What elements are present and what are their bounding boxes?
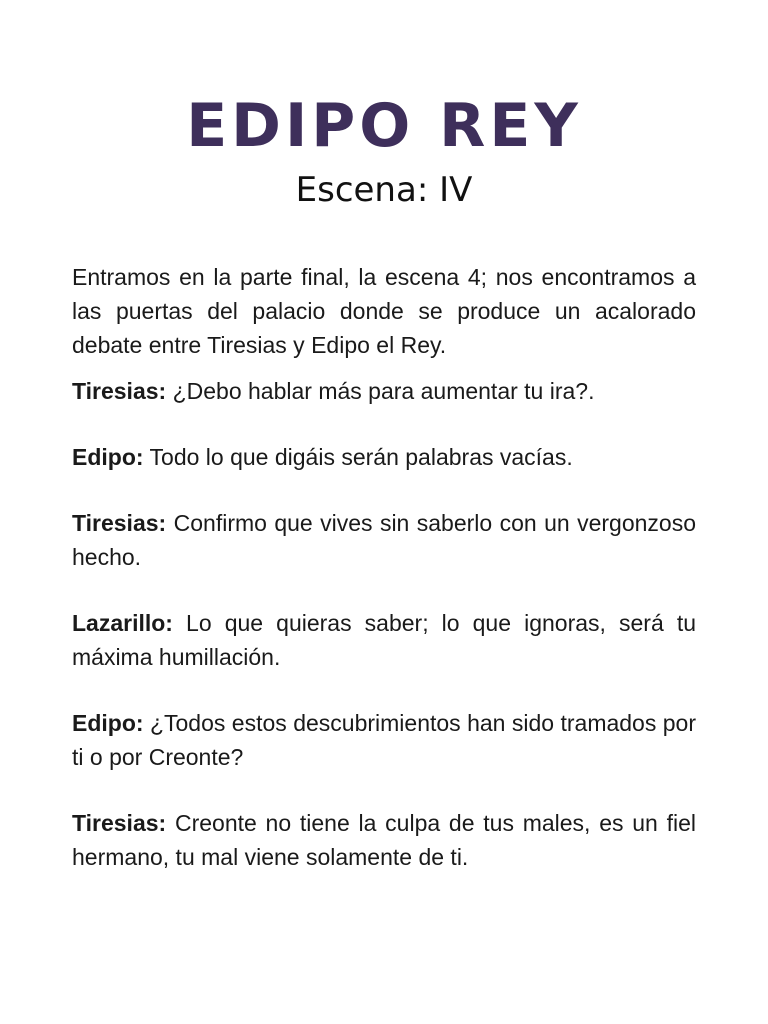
dialogue-line xyxy=(72,606,696,674)
dialogue-line xyxy=(72,806,696,874)
speaker-name: Lazarillo: xyxy=(72,610,173,636)
dialogue-line xyxy=(72,374,696,408)
dialogue-line xyxy=(72,440,696,474)
page-subtitle: Escena: IV xyxy=(295,170,473,210)
speaker-name: Tiresias: xyxy=(72,510,167,536)
dialogue-text: Lo que quieras saber; lo que ignoras, será tu máxima humillación. xyxy=(72,610,696,670)
document-body xyxy=(72,260,696,906)
speaker-name: Tiresias: xyxy=(72,378,167,404)
page-title: EDIPO REY xyxy=(186,91,582,161)
dialogue-text: Creonte no tiene la culpa de tus males, es un fiel hermano, tu mal viene solamente de ti. xyxy=(72,810,697,870)
dialogue-text: ¿Todos estos descubrimientos han sido tramados por ti o por Creonte? xyxy=(72,710,697,770)
dialogue-line xyxy=(72,706,696,774)
speaker-name: Edipo: xyxy=(72,444,144,470)
dialogue-line xyxy=(72,506,696,574)
speaker-name: Edipo: xyxy=(72,710,144,736)
intro-paragraph: Entramos en la parte final, la escena 4; nos encontramos a las puertas del palacio donde se produce un acalorado debate entre Tiresias y Edipo el Rey. xyxy=(72,264,696,358)
dialogue-text: Confirmo que vives sin saberlo con un vergonzoso hecho. xyxy=(72,510,696,570)
speaker-name: Tiresias: xyxy=(72,810,167,836)
dialogue-text: ¿Debo hablar más para aumentar tu ira?. xyxy=(172,378,595,404)
dialogue-text: Todo lo que digáis serán palabras vacías. xyxy=(149,444,573,470)
